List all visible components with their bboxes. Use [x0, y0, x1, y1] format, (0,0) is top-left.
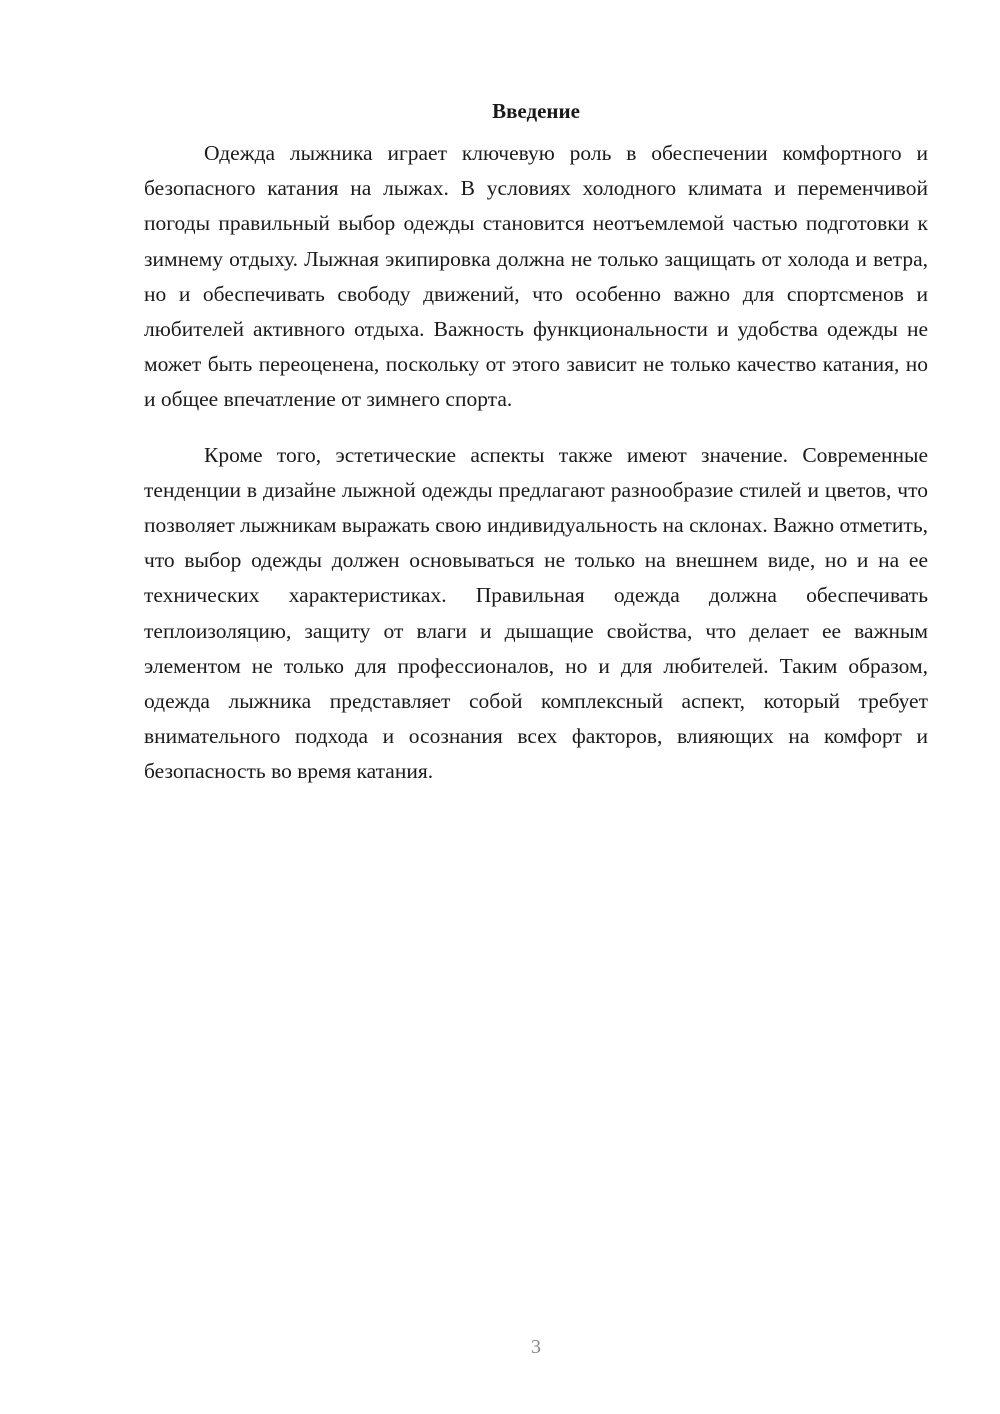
section-heading: Введение: [492, 99, 580, 123]
paragraph-1: Одежда лыжника играет ключевую роль в обеспечении комфортного и безопасного катания на лыжах. В условиях холодного климата и переменчивой погоды правильный выбор одежды становится неотъемлемой частью подготовки к зимнему отдыху. Лыжная экипировка должна не только защищать от холода и ветра, но и обеспечивать свободу движений, что особенно важно для спортсменов и любителей активного отдыха. Важность функциональности и удобства одежды не может быть переоценена, поскольку от этого зависит не только качество катания, но и общее впечатление от зимнего спорта.: [144, 141, 928, 412]
paragraph-2: Кроме того, эстетические аспекты также имеют значение. Современные тенденции в дизайне лыжной одежды предлагают разнообразие стилей и цветов, что позволяет лыжникам выражать свою индивидуальность на склонах. Важно отметить, что выбор одежды должен основываться не только на внешнем виде, но и на ее технических характеристиках. Правильная одежда должна обеспечивать теплоизоляцию, защиту от влаги и дышащие свойства, что делает ее важным элементом не только для профессионалов, но и для любителей. Таким образом, одежда лыжника представляет собой комплексный аспект, который требует внимательного подхода и осознания всех факторов, влияющих на комфорт и безопасность во время катания.: [144, 442, 928, 784]
page-number: 3: [531, 1336, 541, 1358]
page-content: [144, 96, 928, 790]
